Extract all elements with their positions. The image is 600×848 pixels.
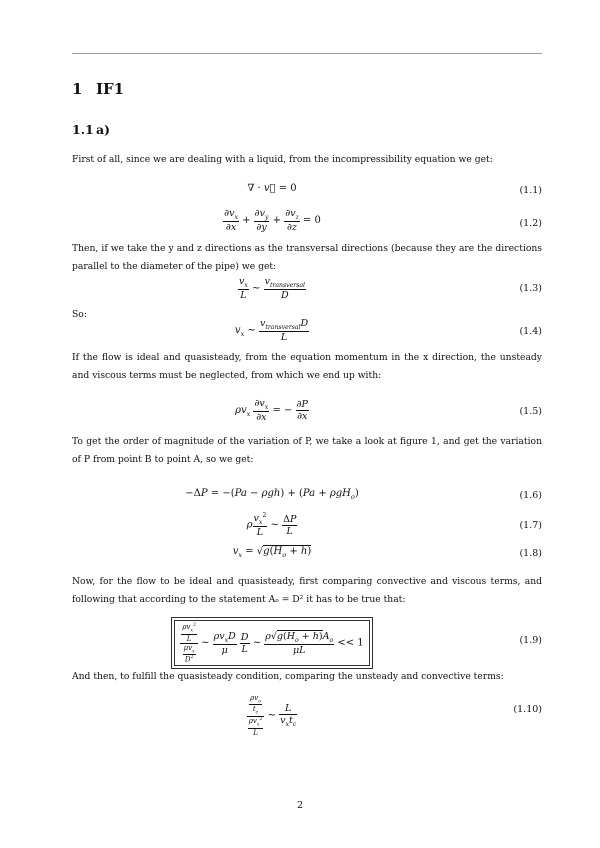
paragraph-7: And then, to fulfill the quasisteady condition, comparing the unsteady and convective terms: [72, 671, 504, 682]
paragraph-3: So: [72, 309, 87, 320]
equation-1-3: $\frac{v_x}{L}$ ∼ $\frac{v_{transversal}}{D}$ [238, 276, 306, 301]
equation-number-1-2: (1.2) [519, 218, 542, 229]
equation-1-7: ρ $\frac{v_x^2}{L}$ ∼ $\frac{\Delta P}{L}$ [246, 512, 297, 539]
equation-number-1-1: (1.1) [519, 185, 542, 196]
equation-number-1-8: (1.8) [519, 548, 542, 559]
equation-1-5: $\rho v_x$ $\frac{\partial v_x}{\partial x}$ = − $\frac{\partial P}{\partial x}$ [235, 398, 308, 423]
equation-1-2: $\frac{\partial v_x}{\partial x}$ + $\frac{\partial v_y}{\partial y}$ + $\frac{\partial v_z}{\partial z}$ = 0 [224, 208, 321, 233]
equation-number-1-3: (1.3) [519, 283, 542, 294]
equation-number-1-9: (1.9) [519, 635, 542, 646]
header-rule [72, 53, 542, 54]
paragraph-5: To get the order of magnitude of the variation of P, we take a look at figure 1, and get the variation of P from point B to point A, so we get: [72, 436, 542, 465]
equation-1-10: $\frac{\frac{\rho v_o}{t_c}}{\frac{\rho v_x^2}{L}}$ ∼ $\frac{L}{v_xt_c}$ [248, 694, 297, 737]
equation-1-9: $\frac{\frac{\rho v_x^2}{L}}{\frac{\mu v_x}{D^2}}$ ∼ $\frac{\rho v_xD}{\mu}$ $\frac{D}{L}$ ∼ $\frac{\rho√g(H_o + h)A_o}{\mu L}$ << 1 [72, 620, 472, 666]
equation-number-1-4: (1.4) [519, 326, 542, 337]
equation-number-1-7: (1.7) [519, 520, 542, 531]
equation-1-8: $v_x = √g(H_o + h)$ [232, 546, 312, 559]
equation-1-4: $v_x$ ∼ $\frac{v_{transversal}D}{L}$ [234, 318, 309, 343]
subsection-number: 1.1 [72, 122, 94, 137]
subsection-heading [72, 122, 110, 137]
section-number: 1 [72, 80, 83, 98]
paragraph-4: If the flow is ideal and quasisteady, from the equation momentum in the x direction, the unsteady and viscous terms must be neglected, from which we end up with: [72, 352, 542, 381]
subsection-title: a) [96, 122, 111, 137]
section-heading [72, 80, 124, 98]
page-number: 2 [296, 800, 304, 811]
section-title: IF1 [96, 80, 125, 98]
equation-1-6: −ΔP = −(Pa − ρgh) + (Pa + ρgH$_o$) [185, 488, 359, 501]
equation-number-1-5: (1.5) [519, 406, 542, 417]
paragraph-1: First of all, since we are dealing with a liquid, from the incompressibility equation we get: [72, 154, 493, 165]
equation-number-1-6: (1.6) [519, 490, 542, 501]
paragraph-2: Then, if we take the y and z directions as the transversal directions (because they are the directions parallel to the diameter of the pipe) we get: [72, 243, 542, 272]
equation-number-1-10: (1.10) [513, 704, 542, 715]
equation-1-1: ∇ · v⃗ = 0 [247, 183, 297, 194]
paragraph-6: Now, for the flow to be ideal and quasisteady, first comparing convective and viscous terms, and following that according to the statement Aₒ = D² it has to be true that: [72, 576, 542, 605]
